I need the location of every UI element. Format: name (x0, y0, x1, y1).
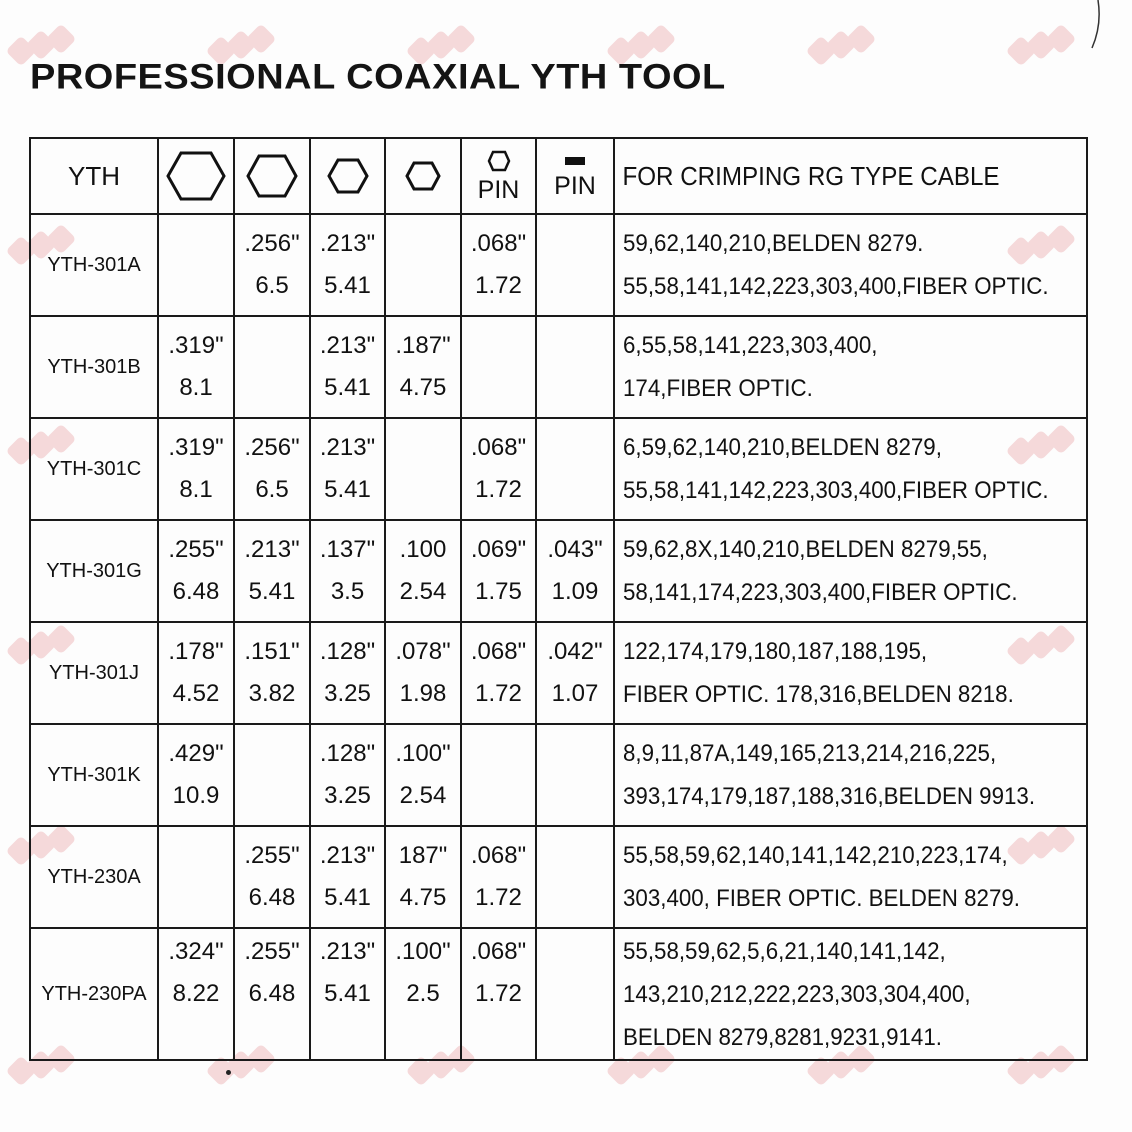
inch-value (537, 325, 613, 367)
square-pin-icon (563, 154, 587, 168)
pin-hex-cell (461, 622, 536, 724)
inch-value: .068" (470, 842, 527, 869)
table-row (30, 928, 1087, 1060)
mm-value: 4.52 (172, 680, 220, 707)
hex-pin-icon (487, 150, 511, 172)
inch-value: .324" (168, 938, 224, 965)
mm-value (159, 877, 233, 919)
pin-hex-cell (461, 928, 536, 1060)
hex-medium-cell (234, 520, 310, 622)
inch-value (159, 223, 233, 265)
header-hex-smallest (385, 138, 461, 214)
mm-value: 2.54 (399, 578, 447, 605)
mm-value (537, 973, 613, 1015)
inch-value: .256" (244, 434, 300, 461)
mm-value (386, 265, 460, 307)
hex-smallest-cell (385, 418, 461, 520)
mm-value: 8.22 (172, 980, 220, 1007)
hex-medium-cell (234, 214, 310, 316)
hex-icon-small (327, 157, 369, 195)
inch-value (537, 733, 613, 775)
cable-line: 174,FIBER OPTIC. (623, 375, 813, 402)
cable-line: 303,400, FIBER OPTIC. BELDEN 8279. (623, 885, 1020, 912)
mm-value: 5.41 (324, 272, 371, 299)
table-row (30, 520, 1087, 622)
mm-value: 1.09 (551, 578, 599, 605)
cable-cell (614, 418, 1087, 520)
mm-value: 8.1 (179, 476, 213, 503)
pin-square-cell (536, 316, 614, 418)
cable-cell (614, 214, 1087, 316)
inch-value (462, 325, 535, 367)
hex-medium-cell (234, 928, 310, 1060)
mm-value: 3.25 (324, 680, 371, 707)
inch-value (235, 733, 309, 775)
hex-large-cell (158, 724, 234, 826)
cable-line: 122,174,179,180,187,188,195, (623, 638, 928, 665)
hex-small-cell (310, 316, 385, 418)
inch-value (537, 835, 613, 877)
mm-value (537, 877, 613, 919)
inch-value: .213" (319, 230, 376, 257)
hex-large-cell (158, 214, 234, 316)
inch-value: .319" (168, 434, 224, 461)
mm-value: 10.9 (172, 782, 220, 809)
inch-value: .151" (244, 638, 300, 665)
cable-cell (614, 724, 1087, 826)
model-cell: YTH-301K (30, 724, 158, 826)
mm-value (537, 265, 613, 307)
mm-value: 5.41 (324, 884, 371, 911)
inch-value: .100" (395, 740, 451, 767)
inch-value: .043" (547, 536, 603, 563)
inch-value: .187" (395, 332, 451, 359)
inch-value: .100 (399, 536, 447, 563)
model-cell: YTH-301C (30, 418, 158, 520)
mm-value: 6.5 (255, 272, 289, 299)
header-pin-square (536, 138, 614, 214)
mm-value: 5.41 (324, 980, 371, 1007)
mm-value: 2.54 (399, 782, 447, 809)
cable-line: 55,58,141,142,223,303,400,FIBER OPTIC. (623, 477, 1049, 504)
hex-large-cell (158, 826, 234, 928)
cable-line: 59,62,140,210,BELDEN 8279. (623, 230, 924, 257)
pin-hex-cell (461, 826, 536, 928)
header-yth: YTH (30, 138, 158, 214)
cable-line: 8,9,11,87A,149,165,213,214,216,225, (623, 740, 997, 767)
hex-medium-cell (234, 316, 310, 418)
inch-value: .255" (168, 536, 224, 563)
inch-value (537, 223, 613, 265)
specification-table (29, 137, 1088, 1061)
mm-value: 4.75 (399, 884, 447, 911)
mm-value (537, 775, 613, 817)
mm-value (462, 367, 535, 409)
mm-value: 4.75 (399, 374, 447, 401)
hex-large-cell (158, 622, 234, 724)
inch-value: .319" (168, 332, 224, 359)
hex-large-cell (158, 928, 234, 1060)
inch-value (235, 325, 309, 367)
mm-value: 6.48 (248, 884, 296, 911)
hex-smallest-cell (385, 214, 461, 316)
pin-hex-cell (461, 418, 536, 520)
pin-square-cell (536, 418, 614, 520)
edge-curve-mark (1090, 0, 1104, 50)
mm-value: 1.72 (475, 272, 522, 299)
hex-smallest-cell (385, 316, 461, 418)
pin-square-cell (536, 214, 614, 316)
cable-line: 55,58,141,142,223,303,400,FIBER OPTIC. (623, 273, 1049, 300)
inch-value (159, 835, 233, 877)
pin-square-cell (536, 928, 614, 1060)
cable-line: 58,141,174,223,303,400,FIBER OPTIC. (623, 579, 1018, 606)
mm-value: 5.41 (324, 476, 371, 503)
pin-hex-cell (461, 316, 536, 418)
table-row (30, 316, 1087, 418)
mm-value: 5.41 (324, 374, 371, 401)
mm-value: 2.5 (406, 980, 440, 1007)
cable-line: BELDEN 8279,8281,9231,9141. (623, 1023, 942, 1051)
hex-small-cell (310, 520, 385, 622)
hex-medium-cell (234, 826, 310, 928)
inch-value (386, 427, 460, 469)
model-cell: YTH-301B (30, 316, 158, 418)
mm-value (537, 469, 613, 511)
model-cell: YTH-230A (30, 826, 158, 928)
hex-large-cell (158, 418, 234, 520)
mm-value: 1.72 (475, 980, 522, 1007)
mm-value (386, 469, 460, 511)
mm-value: 6.48 (248, 980, 296, 1007)
hex-small-cell (310, 214, 385, 316)
inch-value: .255" (244, 842, 300, 869)
pin-label-1: PIN (477, 175, 520, 204)
inch-value: 187" (398, 842, 448, 869)
pin-square-cell (536, 520, 614, 622)
cable-cell (614, 622, 1087, 724)
inch-value: .068" (470, 938, 527, 965)
mm-value (235, 367, 309, 409)
hex-medium-cell (234, 418, 310, 520)
mm-value: 1.98 (399, 680, 447, 707)
pin-label-2: PIN (554, 171, 596, 200)
inch-value: .068" (470, 434, 527, 461)
cable-line: 6,55,58,141,223,303,400, (623, 332, 878, 359)
pin-square-cell (536, 826, 614, 928)
inch-value: .256" (244, 230, 300, 257)
inch-value: .078" (395, 638, 451, 665)
hex-icon-large (166, 150, 226, 202)
mm-value: 1.72 (475, 680, 522, 707)
hex-smallest-cell (385, 724, 461, 826)
mm-value: 8.1 (179, 374, 213, 401)
mm-value: 1.07 (551, 680, 599, 707)
hex-smallest-cell (385, 826, 461, 928)
cable-cell (614, 826, 1087, 928)
mm-value: 6.48 (172, 578, 220, 605)
inch-value: .069" (470, 536, 527, 563)
mm-value: 1.75 (475, 578, 522, 605)
cable-line: 59,62,8X,140,210,BELDEN 8279,55, (623, 536, 988, 563)
model-cell: YTH-230PA (30, 928, 158, 1060)
header-cable-cell (614, 138, 1087, 214)
inch-value: .213" (244, 536, 300, 563)
hex-small-cell (310, 418, 385, 520)
hex-large-cell (158, 316, 234, 418)
hex-smallest-cell (385, 622, 461, 724)
mm-value (159, 265, 233, 307)
hex-large-cell (158, 520, 234, 622)
inch-value (537, 427, 613, 469)
inch-value (462, 733, 535, 775)
mm-value: 3.82 (248, 680, 296, 707)
mm-value: 6.5 (255, 476, 289, 503)
header-hex-small (310, 138, 385, 214)
inch-value: .068" (470, 638, 527, 665)
table-row (30, 214, 1087, 316)
header-pin-hex (461, 138, 536, 214)
cable-line: 55,58,59,62,140,141,142,210,223,174, (623, 842, 1008, 869)
inch-value: .429" (168, 740, 224, 767)
mm-value: 3.25 (324, 782, 371, 809)
pin-hex-cell (461, 214, 536, 316)
inch-value: .213" (319, 938, 376, 965)
pin-hex-cell (461, 520, 536, 622)
cable-line: 143,210,212,222,223,303,304,400, (623, 980, 971, 1008)
cable-line: 6,59,62,140,210,BELDEN 8279, (623, 434, 942, 461)
model-cell: YTH-301G (30, 520, 158, 622)
hex-icon-medium (246, 153, 298, 199)
stray-dot (226, 1070, 231, 1075)
pin-hex-cell (461, 724, 536, 826)
hex-smallest-cell (385, 520, 461, 622)
model-cell: YTH-301A (30, 214, 158, 316)
table-row (30, 826, 1087, 928)
pin-square-cell (536, 724, 614, 826)
hex-small-cell (310, 724, 385, 826)
cable-line: 55,58,59,62,5,6,21,140,141,142, (623, 937, 946, 965)
inch-value: .128" (319, 740, 376, 767)
inch-value: .128" (319, 638, 376, 665)
cable-line: FIBER OPTIC. 178,316,BELDEN 8218. (623, 681, 1014, 708)
table-row (30, 418, 1087, 520)
header-cable: FOR CRIMPING RG TYPE CABLE (622, 160, 1000, 191)
inch-value: .100" (395, 938, 451, 965)
hex-medium-cell (234, 724, 310, 826)
inch-value: .068" (470, 230, 527, 257)
hex-small-cell (310, 622, 385, 724)
cable-cell (614, 928, 1087, 1060)
inch-value: .213" (319, 842, 376, 869)
pin-square-cell (536, 622, 614, 724)
inch-value: .178" (168, 638, 224, 665)
mm-value (537, 367, 613, 409)
inch-value: .255" (244, 938, 300, 965)
mm-value (235, 775, 309, 817)
mm-value: 5.41 (248, 578, 296, 605)
inch-value: .042" (547, 638, 603, 665)
page-title: PROFESSIONAL COAXIAL YTH TOOL (30, 58, 726, 97)
hex-small-cell (310, 826, 385, 928)
hex-smallest-cell (385, 928, 461, 1060)
inch-value: .213" (319, 332, 376, 359)
inch-value: .213" (319, 434, 376, 461)
hex-icon-smallest (405, 160, 441, 192)
table-row (30, 622, 1087, 724)
model-cell: YTH-301J (30, 622, 158, 724)
cable-cell (614, 520, 1087, 622)
header-hex-large (158, 138, 234, 214)
inch-value (537, 931, 613, 973)
hex-small-cell (310, 928, 385, 1060)
cable-line: 393,174,179,187,188,316,BELDEN 9913. (623, 783, 1036, 810)
mm-value: 1.72 (475, 884, 522, 911)
mm-value (462, 775, 535, 817)
cable-cell (614, 316, 1087, 418)
table-header-row (30, 138, 1087, 214)
table-row (30, 724, 1087, 826)
mm-value: 1.72 (475, 476, 522, 503)
header-hex-medium (234, 138, 310, 214)
inch-value: .137" (319, 536, 376, 563)
hex-medium-cell (234, 622, 310, 724)
mm-value: 3.5 (330, 578, 365, 605)
inch-value (386, 223, 460, 265)
